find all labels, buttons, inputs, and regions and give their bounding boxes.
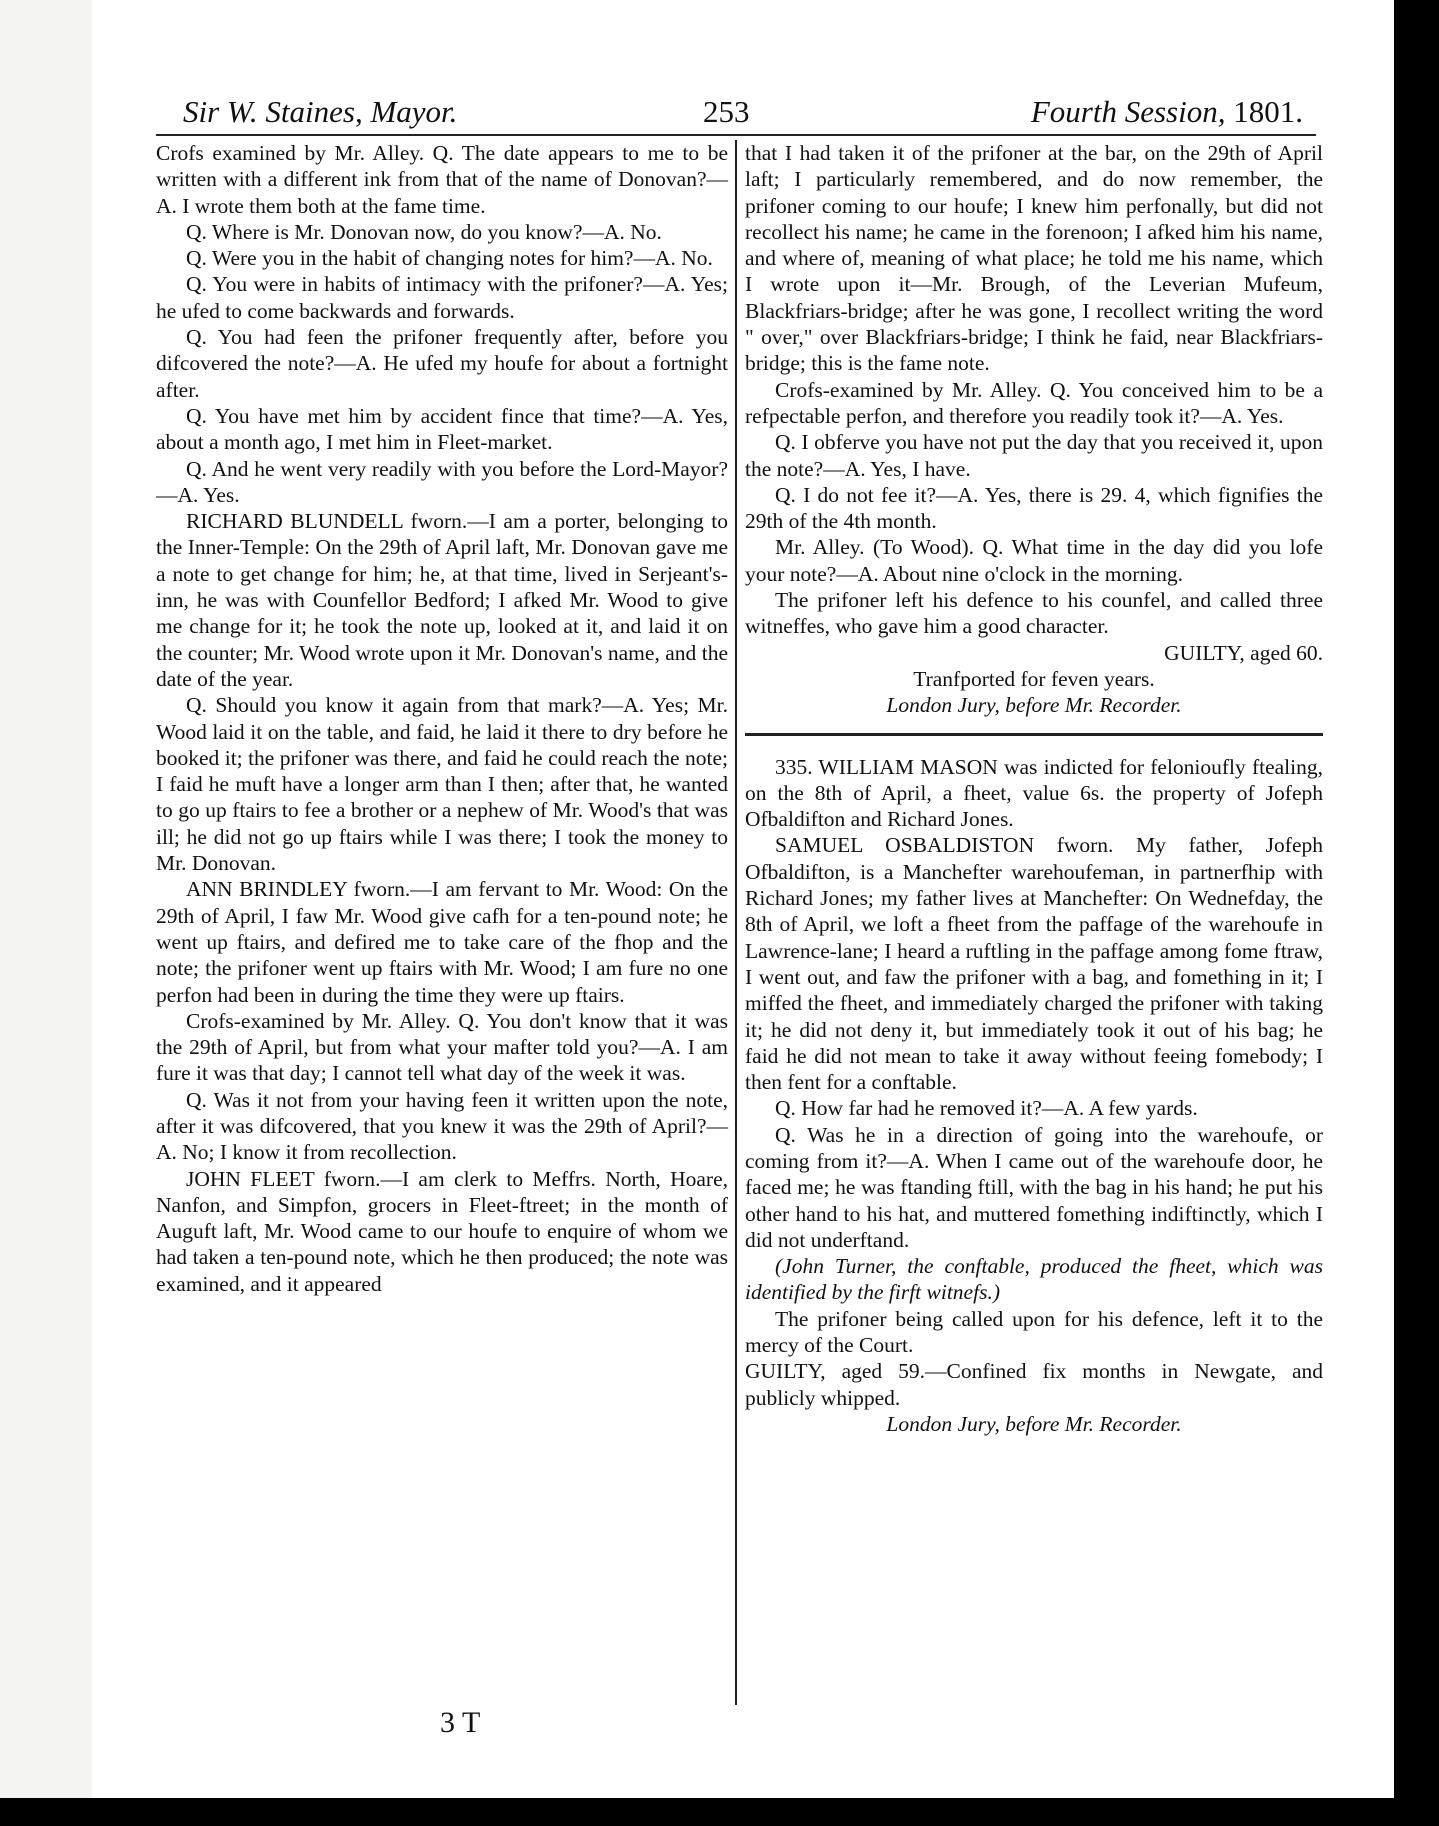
paragraph: Crofs examined by Mr. Alley. Q. The date appears to me to be written with a different ink from that of the name of Donovan?—A. I wrote them both at the fame time. xyxy=(156,141,728,218)
paragraph: Q. Should you know it again from that mark?—A. Yes; Mr. Wood laid it on the table, and faid, he laid it there to dry before he booked it; the prifoner was there, and faid he could reach the note; I faid he muft have a longer arm than I then; after that, he wanted to go up ftairs to fee a brother or a nephew of Mr. Wood's that was ill; he did not go up ftairs while I was there; I took the money to Mr. Donovan. xyxy=(156,693,728,876)
jury-note: London Jury, before Mr. Recorder. xyxy=(886,693,1182,718)
header-year: 1801. xyxy=(1233,94,1303,129)
paragraph: Crofs-examined by Mr. Alley. Q. You don't know that it was the 29th of April, but from what your mafter told you?—A. I am fure it was that day; I cannot tell what day of the week it was. xyxy=(156,1008,728,1086)
paragraph: RICHARD BLUNDELL fworn.—I am a porter, belonging to the Inner-Temple: On the 29th of April laft, Mr. Donovan gave me a note to get change for him; he, at that time, lived in Serjeant's-inn, he was with Counfellor Bedford; I afked Mr. Wood to give me change for it; he took the note up, looked at it, and laid it on the counter; Mr. Wood wrote upon it Mr. Donovan's name, and the date of the year. xyxy=(156,509,728,691)
paragraph: (John Turner, the conftable, produced the fheet, which was identified by the firft witnefs.) xyxy=(745,1254,1323,1305)
page-number: 253 xyxy=(703,94,750,129)
paragraph: JOHN FLEET fworn.—I am clerk to Meffrs. North, Hoare, Nanfon, and Simpfon, grocers in Fleet-ftreet; in the month of Auguft laft, Mr. Wood came to our houfe to enquire of whom we had taken a ten-pound note, which he then produced; the note was examined, and it appeared xyxy=(156,1166,728,1296)
paragraph: Q. I obferve you have not put the day that you received it, upon the note?—A. Yes, I have. xyxy=(745,430,1323,481)
paragraph: Q. Was he in a direction of going into the warehoufe, or coming from it?—A. When I came out of the warehoufe door, he faced me; he was ftanding ftill, with the bag in his hand; he put his other hand to his hat, and muttered fomething indiftinctly, which I did not underftand. xyxy=(745,1122,1323,1252)
indictment: 335. WILLIAM MASON was indicted for felonioufly ftealing, on the 8th of April, a fheet, value 6s. the property of Jofeph Ofbaldifton and Richard Jones. xyxy=(745,754,1323,832)
paragraph: Q. I do not fee it?—A. Yes, there is 29. 4, which fignifies the 29th of the 4th month. xyxy=(745,482,1323,534)
paragraph: Q. Were you in the habit of changing notes for him?—A. No. xyxy=(186,246,713,271)
header-session-label: Fourth Session, xyxy=(1030,94,1226,129)
paragraph: Q. And he went very readily with you before the Lord-Mayor?—A. Yes. xyxy=(156,456,728,507)
paragraph: SAMUEL OSBALDISTON fworn. My father, Jofeph Ofbaldifton, is a Manchefter warehoufeman, in partnerfhip with Richard Jones; my father lives at Manchefter: On Wednefday, the 8th of April, we loft a fheet from the paffage of the warehoufe in Lawrence-lane; I heard a ruftling in the paffage among fome ftraw, I went out, and faw the prifoner with a bag, and fomething in it; I miffed the fheet, and immediately charged the prifoner with taking it; he did not deny it, but immediately took it out of his bag; he faid he did not mean to take it away without feeing fomebody; I then fent for a conftable. xyxy=(745,833,1323,1095)
paragraph: The prifoner being called upon for his defence, left it to the mercy of the Court. xyxy=(745,1306,1323,1358)
paragraph: Q. Was it not from your having feen it written upon the note, after it was difcovered, that you knew it was the 29th of April?—A. No; I know it from recollection. xyxy=(156,1087,728,1165)
facing-page-edge xyxy=(0,0,92,1798)
left-column xyxy=(156,140,728,1297)
header-rule xyxy=(156,134,1316,136)
paragraph: Q. You have met him by accident fince that time?—A. Yes, about a month ago, I met him in Fleet-market. xyxy=(156,403,728,455)
sentence: Tranfported for feven years. xyxy=(913,666,1155,691)
paragraph: Q. You were in habits of intimacy with the prifoner?—A. Yes; he ufed to come backwards and forwards. xyxy=(156,272,728,323)
paragraph: Q. How far had he removed it?—A. A few yards. xyxy=(775,1096,1198,1121)
paragraph: The prifoner left his defence to his counfel, and called three witneffes, who gave him a good character. xyxy=(745,588,1323,639)
running-head xyxy=(183,94,1303,132)
paragraph: that I had taken it of the prifoner at the bar, on the 29th of April laft; I particularly remembered, and do now remember, the prifoner coming to our houfe; I knew him perfonally, but did not recollect his name; he came in the forenoon; I afked him his name, and where of, meaning of what place; he told me his name, which I wrote upon it—Mr. Brough, of the Leverian Mufeum, Blackfriars-bridge; after he was gone, I recollect writing the word " over," over Blackfriars-bridge; I think he faid, near Blackfriars-bridge; this is the fame note. xyxy=(745,141,1323,376)
column-divider xyxy=(735,140,737,1705)
verdict: GUILTY, aged 59.—Confined fix months in Newgate, and publicly whipped. xyxy=(745,1359,1323,1410)
header-mayor: Sir W. Staines, Mayor. xyxy=(183,94,458,129)
case-separator xyxy=(745,733,1323,736)
paragraph: Mr. Alley. (To Wood). Q. What time in the day did you lofe your note?—A. About nine o'clock in the morning. xyxy=(745,535,1323,586)
right-column xyxy=(745,140,1323,1437)
jury-note: London Jury, before Mr. Recorder. xyxy=(886,1411,1182,1436)
paragraph: Crofs-examined by Mr. Alley. Q. You conceived him to be a refpectable perfon, and therefore you readily took it?—A. Yes. xyxy=(745,377,1323,428)
header-session xyxy=(1031,94,1303,130)
verdict: GUILTY, aged 60. xyxy=(1164,640,1323,665)
paragraph: Q. You had feen the prifoner frequently after, before you difcovered the note?—A. He ufed my houfe for about a fortnight after. xyxy=(156,325,728,402)
paragraph: Q. Where is Mr. Donovan now, do you know?—A. No. xyxy=(186,219,662,244)
paragraph: ANN BRINDLEY fworn.—I am fervant to Mr. Wood: On the 29th of April, I faw Mr. Wood give cafh for a ten-pound note; he went up ftairs, and defired me to take care of the fhop and the note; the prifoner went up ftairs with Mr. Wood; I am fure no one perfon had been in during the time they were up ftairs. xyxy=(156,877,728,1007)
signature-mark: 3 T xyxy=(440,1706,481,1739)
